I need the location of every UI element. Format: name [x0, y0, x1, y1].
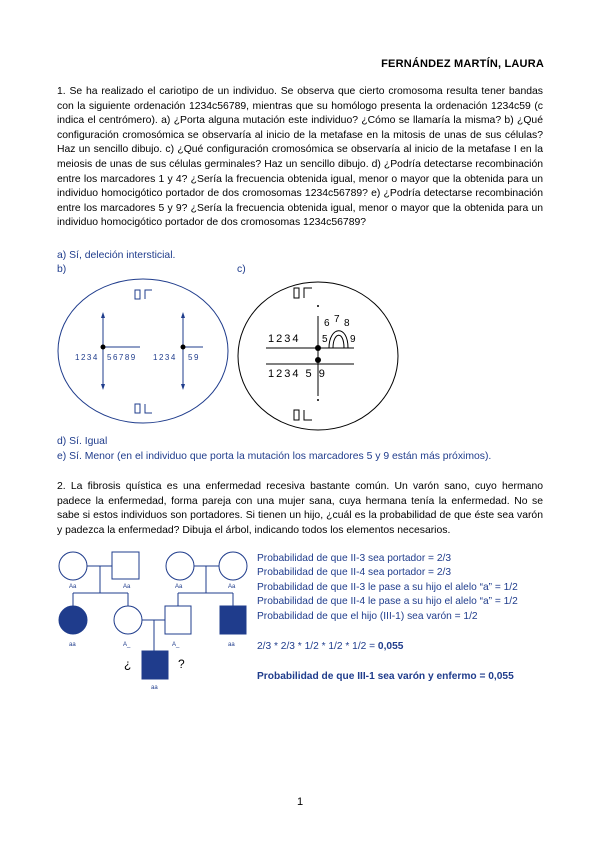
prob-line-4: Probabilidad de que II-4 le pase a su hijo el alelo “a” = 1/2	[257, 596, 518, 608]
ped-iii1-genotype: aa	[151, 685, 158, 691]
fig-c-top-seq: 1234	[268, 333, 301, 345]
prob-calc-expr: 2/3 * 2/3 * 1/2 * 1/2 * 1/2 =	[257, 641, 378, 653]
answer-e: e) Sí. Menor (en el individuo que porta la mutación los marcadores 5 y 9 están más próximos).	[57, 451, 492, 462]
answer-a: a) Sí, deleción intersticial.	[57, 250, 176, 261]
ped-ii1-genotype: aa	[69, 642, 76, 648]
fig-c-loop-7: 7	[334, 314, 340, 325]
fig-b-right-seq: 56789	[107, 353, 137, 362]
label-b: b)	[57, 264, 67, 275]
label-c: c)	[237, 264, 246, 275]
fig-b-left-seq: 1234	[75, 353, 99, 362]
answer-d: d) Sí. Igual	[57, 436, 108, 447]
ped-ii2-genotype: A_	[123, 642, 131, 648]
ped-i4-genotype: Aa	[228, 584, 236, 590]
figure-b-mitosis	[55, 276, 230, 426]
ped-ii4-genotype: aa	[228, 642, 235, 648]
fig-c-top-5: 5	[322, 334, 328, 345]
probability-block	[257, 552, 557, 685]
prob-calculation	[257, 640, 557, 654]
ped-unknown-left: ¿	[124, 657, 132, 671]
ped-i2-genotype: Aa	[123, 584, 131, 590]
figure-c-meiosis	[234, 276, 404, 436]
fig-c-top-9: 9	[350, 334, 356, 345]
fig-b-short-seq: 1234	[153, 353, 177, 362]
author-name: FERNÁNDEZ MARTÍN, LAURA	[381, 58, 544, 70]
pedigree-tree	[50, 548, 255, 693]
fig-c-loop-6: 6	[324, 318, 330, 329]
ped-i3-genotype: Aa	[175, 584, 183, 590]
ped-i1-genotype: Aa	[69, 584, 77, 590]
prob-line-2: Probabilidad de que II-4 sea portador = 2/3	[257, 567, 451, 579]
page-number: 1	[296, 796, 304, 808]
fig-c-bottom-seq: 1234 5 9	[268, 368, 327, 380]
prob-line-5: Probabilidad de que el hijo (III-1) sea varón = 1/2	[257, 610, 478, 622]
question-2-text: 2. La fibrosis quística es una enfermedad recesiva bastante común. Un varón sano, cuyo hermano padece la enfermedad, forma pareja con una mujer sana, cuya hermana tenía la enfermedad. No se sabe si estos individuos son portadores. Si tienen un hijo, ¿cuál es la probabilidad de que éste sea varón y padezca la enfermedad? Dibuja el árbol, indicando todos los elementos necesarios.	[57, 481, 543, 536]
prob-final: Probabilidad de que III-1 sea varón y enfermo = 0,055	[257, 671, 514, 683]
fig-c-loop-8: 8	[344, 318, 350, 329]
prob-calc-result: 0,055	[377, 641, 404, 653]
fig-b-short-end: 59	[188, 353, 200, 362]
ped-unknown-right: ?	[178, 657, 185, 671]
ped-ii3-genotype: A_	[172, 642, 180, 648]
prob-line-1: Probabilidad de que II-3 sea portador = 2/3	[257, 553, 451, 564]
question-1-text: 1. Se ha realizado el cariotipo de un individuo. Se observa que cierto cromosoma resulta tener bandas con la siguiente ordenación 1234c56789, mientras que su homólogo presenta la ordenación 1234c59 (c indica el centrómero). a) ¿Porta alguna mutación este individuo? ¿Cómo se llamaría la misma? b) ¿Qué configuración cromosómica se observaría al inicio de la metafase en la mitosis de unas de sus células? Haz un sencillo dibujo. c) ¿Qué configuración cromosómica se observaría al inicio de la metafase I en la meiosis de unas de sus células germinales? Haz un sencillo dibujo. d) ¿Podría detectarse recombinación entre los marcadores 1 y 4? ¿Sería la frecuencia obtenida igual, menor o mayor que la obtenida para un individuo homocigótico portador de dos cromosomas 1234c56789? e) ¿Podría detectarse recombinación entre los marcadores 5 y 9? ¿Sería la frecuencia obtenida igual, menor o mayor que la obtenida para un individuo homocigótico portador de dos cromosomas 1234c56789?	[57, 86, 543, 229]
prob-line-3: Probabilidad de que II-3 le pase a su hijo el alelo “a” = 1/2	[257, 581, 518, 593]
